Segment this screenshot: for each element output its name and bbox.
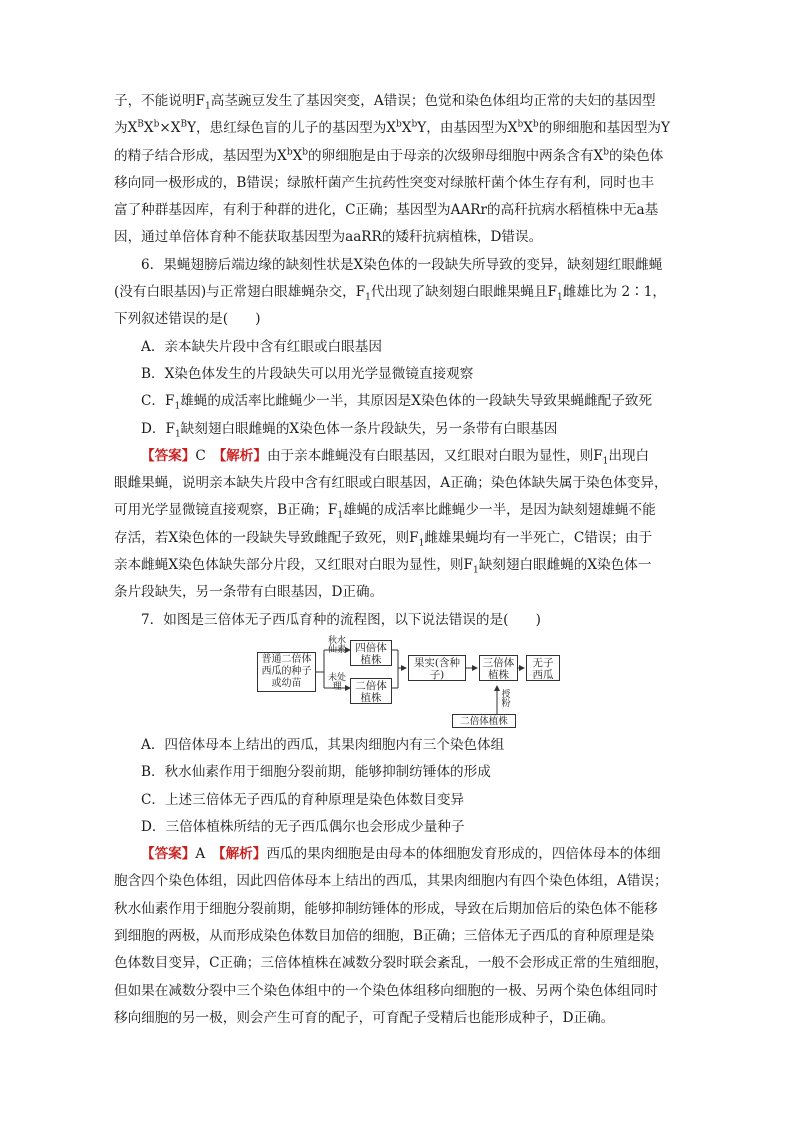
diploid-pollinator-box: 二倍体植株 xyxy=(452,714,516,728)
question-6-option-c[interactable]: C．$F_1$雄蝇的成活率比雌蝇少一半，其原因是X染色体的一段缺失导致果蝇雌配子致死 xyxy=(141,393,653,412)
question-6-option-a[interactable]: A．亲本缺失片段中含有红眼或白眼基因 xyxy=(141,338,382,355)
question-6: 6．果蝇翅膀后端边缘的缺刻性状是X染色体的一段缺失所导致的变异，缺刻翅红眼雌蝇 (没有白眼基因)与正常翅白眼雄蝇杂交，$F_1$代出现了缺刻翅白眼雌果蝇且$F_1$雌雄比为 2∶1， 下列叙述错误的是( ) A．亲本缺失片段中含有红眼或白眼基因 B．X染色体发生的片段缺失可以用光学显微镜直接观察 C．$F_1$雄蝇的成活率比雌蝇少一半，其原因是X染色体的一段缺失导致果蝇雌配子致死 D．$F_1$缺刻翅白眼雌蝇的X染色体一条片段缺失，另一条带有白眼基因 【答案】C 【解析】由于亲本雌蝇没有白眼基因，又红眼对白眼为显性，则$F_1$出现白 眼雌果蝇，说明亲本缺失片段中含有红眼或白眼基因，A正确；染色体缺失属于染色体变异， 可用光学显微镜直接观察，B正确；$F_1$雄蝇的成活率比雌蝇少一半，是因为缺刻翅雄蝇不能 存活，若X染色体的一段缺失导致雌配子致死，则$F_1$雌雄果蝇均有一半死亡，C错误；由于 亲本雌蝇X染色体缺失部分片段，又红眼对白眼为显性，则$F_1$缺刻翅白眼雌蝇的X染色体一 条片段缺失，另一条带有白眼基因，D正确。 xyxy=(114,252,680,607)
question-7-option-c[interactable]: C．上述三倍体无子西瓜的育种原理是染色体数目变异 xyxy=(141,791,465,808)
triploid-plant-box: 三倍体植株 xyxy=(479,655,518,681)
diploid-plant-box: 二倍体植株 xyxy=(350,678,392,704)
seedless-watermelon-box: 无子西瓜 xyxy=(526,655,560,681)
question-7-option-a[interactable]: A．四倍体母本上结出的西瓜，其果肉细胞内有三个染色体组 xyxy=(141,736,505,753)
question-7-option-b[interactable]: B．秋水仙素作用于细胞分裂前期，能够抑制纺锤体的形成 xyxy=(141,764,491,781)
question-7-option-d[interactable]: D．三倍体植株所结的无子西瓜偶尔也会形成少量种子 xyxy=(141,818,465,835)
question-6-option-d[interactable]: D．$F_1$缺刻翅白眼雌蝇的X染色体一条片段缺失，另一条带有白眼基因 xyxy=(141,420,558,440)
document-page xyxy=(114,88,680,1032)
tetraploid-plant-box: 四倍体植株 xyxy=(350,640,392,666)
question-6-option-b[interactable]: B．X染色体发生的片段缺失可以用光学显微镜直接观察 xyxy=(141,365,474,382)
pollination-label: 授粉 xyxy=(501,689,511,709)
fruit-box: 果实(含种子) xyxy=(408,655,466,681)
flowchart-arrows xyxy=(114,636,680,728)
colchicine-label: 秋水仙素 xyxy=(327,635,346,655)
question-6-answer: 【答案】C 【解析】由于亲本雌蝇没有白眼基因，又红眼对白眼为显性，则$F_1$出现白 xyxy=(141,447,650,467)
question-7-stem: 7．如图是三倍体无子西瓜育种的流程图，以下说法错误的是( ) xyxy=(141,611,541,628)
start-seeds-box: 普通二倍体西瓜的种子或幼苗 xyxy=(257,652,316,692)
question-6-stem: 6．果蝇翅膀后端边缘的缺刻性状是X染色体的一段缺失所导致的变异，缺刻翅红眼雌蝇 xyxy=(141,256,663,273)
question-7: 7．如图是三倍体无子西瓜育种的流程图，以下说法错误的是( ) 普通二倍体西瓜的种子或幼苗 秋水仙素 未处理 四倍体植株 二倍体植株 果实(含种子) 三倍体植株 无子西瓜 授粉 二倍体植株 A．四倍体母本上结出的西瓜，其果肉细胞内有三个染色体组 B．秋水仙素作用于细胞分裂前期，能够抑制纺锤体的形成 C．上述三倍体无子西瓜的育种原理是染色体数目变异 D．三倍体植株所结的无子西瓜偶尔也会形成少量种子 【答案】A 【解析】西瓜的果肉细胞是由母本的体细胞发育形成的，四倍体母本的体细 胞含四个染色体组，因此四倍体母本上结出的西瓜，其果肉细胞内有四个染色体组，A错误； 秋水仙素作用于细胞分裂前期，能够抑制纺锤体的形成，导致在后期加倍后的染色体不能移 到细胞的两极，从而形成染色体数目加倍的细胞，B正确；三倍体无子西瓜的育种原理是染 色体数目变异，C正确；三倍体植株在减数分裂时联会紊乱，一般不会形成正常的生殖细胞， 但如果在减数分裂中三个染色体组中的一个染色体组移向细胞的一极、另两个染色体组同时 移向细胞的另一极，则会产生可育的配子，可育配子受精后也能形成种子，D正确。 xyxy=(114,607,680,1033)
breeding-flowchart xyxy=(114,636,680,728)
question-7-answer: 【答案】A 【解析】西瓜的果肉细胞是由母本的体细胞发育形成的，四倍体母本的体细 xyxy=(141,846,661,863)
untreated-label: 未处理 xyxy=(327,672,346,692)
previous-explanation: 子，不能说明$F_1$高茎豌豆发生了基因突变，A错误；色觉和染色体组均正常的夫妇的基因型 为$X^BX^b\times X^BY$，患红绿色盲的儿子的基因型为$X^bX^bY$，由基因型为$X^bX^b$的卵细胞和基因型为Y 的精子结合形成，基因型为$X^bX^b$的卵细胞是由于母亲的次级卵母细胞中两条含有$X^b$的染色体 移向同一极形成的，B错误；绿脓杆菌产生抗药性突变对绿脓杆菌个体生存有利，同时也丰 富了种群基因库，有利于种群的进化，C正确；基因型为AARr的高秆抗病水稻植株中无a基 因，通过单倍体育种不能获取基因型为aaRR的矮秆抗病植株，D错误。 xyxy=(114,93,671,246)
